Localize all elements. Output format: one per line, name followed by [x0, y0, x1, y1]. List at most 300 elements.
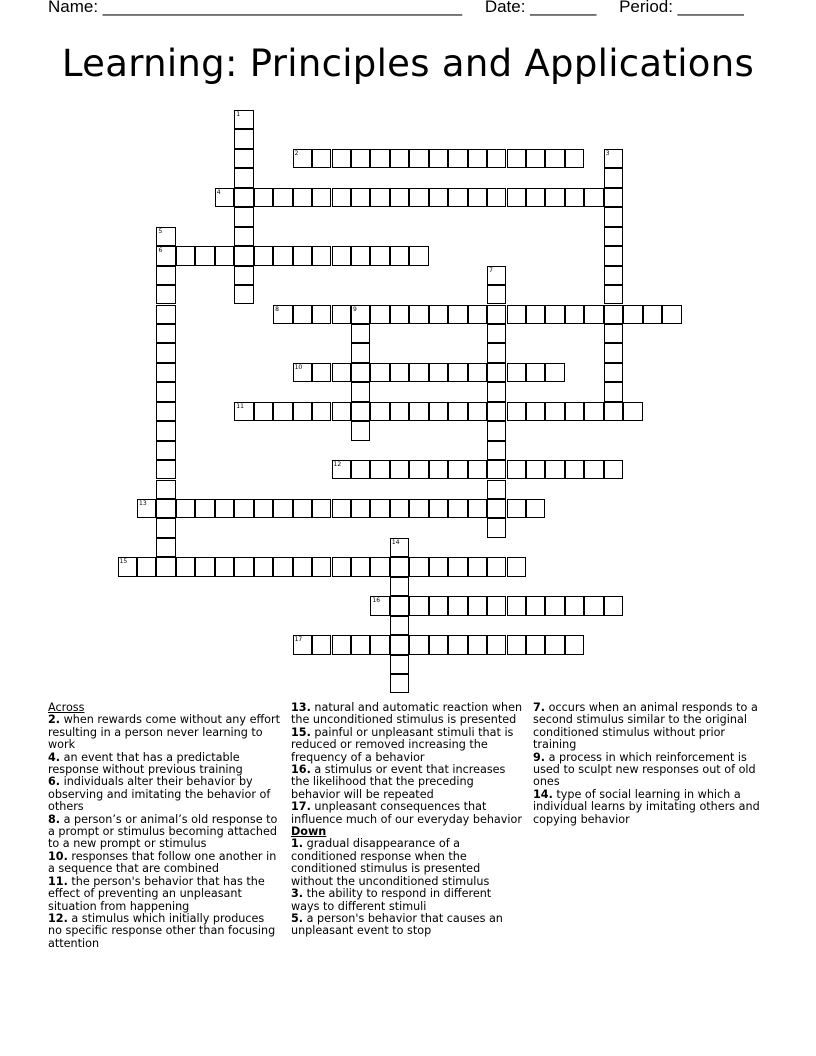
- crossword-cell[interactable]: [526, 188, 545, 207]
- crossword-cell[interactable]: [565, 402, 584, 421]
- crossword-cell[interactable]: [429, 305, 448, 324]
- crossword-cell[interactable]: [604, 285, 623, 304]
- across-clue: [48, 776, 280, 813]
- crossword-cell[interactable]: [604, 149, 623, 168]
- crossword-cell[interactable]: [234, 168, 253, 187]
- clue-number: 5: [158, 227, 163, 235]
- crossword-cell[interactable]: [623, 402, 642, 421]
- crossword-cell[interactable]: [390, 460, 409, 479]
- clue-text: a stimulus or event that increases the likelihood that the preceding behavior will be repeated: [291, 763, 506, 801]
- crossword-cell[interactable]: [234, 285, 253, 304]
- crossword-cell[interactable]: [351, 635, 370, 654]
- clue-number-label: 8.: [48, 812, 61, 826]
- crossword-cell[interactable]: [565, 305, 584, 324]
- crossword-cell[interactable]: [273, 499, 292, 518]
- clue-number: 10: [294, 363, 303, 371]
- across-clue: [48, 876, 280, 913]
- crossword-cell[interactable]: [468, 557, 487, 576]
- clue-number: 1: [236, 111, 241, 118]
- crossword-cell[interactable]: [448, 557, 467, 576]
- clue-text: individuals alter their behavior by observing and imitating the behavior of others: [48, 775, 271, 814]
- crossword-cell[interactable]: [312, 188, 331, 207]
- crossword-cell[interactable]: [604, 227, 623, 246]
- crossword-cell[interactable]: [507, 363, 526, 382]
- crossword-cell[interactable]: [390, 188, 409, 207]
- crossword-cell[interactable]: [156, 285, 175, 304]
- crossword-cell[interactable]: [468, 402, 487, 421]
- crossword-cell[interactable]: [312, 402, 331, 421]
- crossword-cell[interactable]: [370, 596, 389, 615]
- crossword-cell[interactable]: [409, 363, 428, 382]
- crossword-cell[interactable]: [487, 557, 506, 576]
- crossword-cell[interactable]: [526, 596, 545, 615]
- crossword-cell[interactable]: [526, 363, 545, 382]
- crossword-cell[interactable]: [604, 596, 623, 615]
- clue-number-label: 15.: [291, 725, 311, 739]
- crossword-cell[interactable]: [390, 149, 409, 168]
- crossword-cell[interactable]: [234, 402, 253, 421]
- crossword-cell[interactable]: [448, 188, 467, 207]
- crossword-cell[interactable]: [409, 557, 428, 576]
- crossword-cell[interactable]: [604, 168, 623, 187]
- crossword-cell[interactable]: [370, 635, 389, 654]
- crossword-cell[interactable]: [409, 149, 428, 168]
- across-clue: [48, 913, 280, 950]
- crossword-cell[interactable]: [487, 343, 506, 362]
- crossword-cell[interactable]: [409, 596, 428, 615]
- crossword-cell[interactable]: [195, 557, 214, 576]
- crossword-cell[interactable]: [487, 149, 506, 168]
- crossword-cell[interactable]: [215, 188, 234, 207]
- crossword-cell[interactable]: [662, 305, 681, 324]
- crossword-cell[interactable]: [234, 557, 253, 576]
- crossword-cell[interactable]: [312, 557, 331, 576]
- crossword-cell[interactable]: [351, 421, 370, 440]
- crossword-cell[interactable]: [254, 188, 273, 207]
- across-clue: [48, 814, 280, 851]
- crossword-cell[interactable]: [468, 499, 487, 518]
- crossword-cell[interactable]: [409, 635, 428, 654]
- crossword-cell[interactable]: [254, 246, 273, 265]
- crossword-cell[interactable]: [156, 518, 175, 537]
- across-clue: [48, 714, 280, 751]
- crossword-cell[interactable]: [448, 635, 467, 654]
- crossword-cell[interactable]: [234, 246, 253, 265]
- crossword-cell[interactable]: [604, 207, 623, 226]
- crossword-cell[interactable]: [156, 246, 175, 265]
- crossword-cell[interactable]: [409, 499, 428, 518]
- crossword-cell[interactable]: [429, 363, 448, 382]
- crossword-cell[interactable]: [312, 149, 331, 168]
- crossword-cell[interactable]: [487, 480, 506, 499]
- clue-text: painful or unpleasant stimuli that is reduced or removed increasing the frequency of a behavior: [291, 725, 514, 764]
- crossword-cell[interactable]: [293, 499, 312, 518]
- crossword-cell[interactable]: [273, 402, 292, 421]
- crossword-cell[interactable]: [351, 246, 370, 265]
- clue-number: 11: [236, 402, 244, 410]
- crossword-cell[interactable]: [156, 305, 175, 324]
- crossword-cell[interactable]: [312, 635, 331, 654]
- across-clue: [291, 727, 523, 764]
- crossword-cell[interactable]: [332, 402, 351, 421]
- crossword-cell[interactable]: [156, 343, 175, 362]
- crossword-cell[interactable]: [584, 460, 603, 479]
- crossword-cell[interactable]: [487, 402, 506, 421]
- crossword-cell[interactable]: [156, 324, 175, 343]
- crossword-cell[interactable]: [448, 596, 467, 615]
- crossword-cell[interactable]: [507, 460, 526, 479]
- crossword-cell[interactable]: [468, 305, 487, 324]
- crossword-cell[interactable]: [234, 207, 253, 226]
- crossword-cell[interactable]: [526, 635, 545, 654]
- clue-number-label: 7.: [533, 701, 546, 714]
- crossword-cell[interactable]: [487, 518, 506, 537]
- crossword-cell[interactable]: [254, 557, 273, 576]
- clue-number: 6: [158, 247, 163, 255]
- crossword-cell[interactable]: [351, 343, 370, 362]
- clue-number: 13: [139, 500, 147, 507]
- crossword-cell[interactable]: [254, 499, 273, 518]
- crossword-cell[interactable]: [390, 499, 409, 518]
- crossword-cell[interactable]: [468, 635, 487, 654]
- down-clue: [533, 752, 765, 789]
- crossword-cell[interactable]: [429, 635, 448, 654]
- across-clue: [291, 764, 523, 801]
- clue-number-label: 5.: [291, 911, 304, 925]
- clue-number: 9: [352, 305, 357, 313]
- crossword-cell[interactable]: [332, 635, 351, 654]
- crossword-cell[interactable]: [332, 305, 351, 324]
- down-clue: [291, 838, 523, 888]
- crossword-cell[interactable]: [487, 363, 506, 382]
- crossword-cell[interactable]: [390, 305, 409, 324]
- clue-number-label: 3.: [291, 887, 304, 901]
- crossword-cell[interactable]: [468, 363, 487, 382]
- crossword-cell[interactable]: [604, 246, 623, 265]
- crossword-cell[interactable]: [390, 616, 409, 635]
- crossword-cell[interactable]: [332, 499, 351, 518]
- crossword-cell[interactable]: [370, 188, 389, 207]
- crossword-cell[interactable]: [254, 402, 273, 421]
- clue-number-label: 11.: [48, 874, 68, 888]
- crossword-cell[interactable]: [370, 402, 389, 421]
- clue-number: 15: [119, 558, 128, 566]
- crossword-cell[interactable]: [507, 188, 526, 207]
- crossword-cell[interactable]: [409, 188, 428, 207]
- crossword-cell[interactable]: [545, 596, 564, 615]
- crossword-cell[interactable]: [332, 460, 351, 479]
- down-clue: [291, 888, 523, 913]
- name-field[interactable]: Name: ______________________________________: [48, 0, 463, 16]
- across-clue: [291, 702, 523, 727]
- crossword-cell[interactable]: [487, 421, 506, 440]
- crossword-cell[interactable]: [565, 149, 584, 168]
- crossword-cell[interactable]: [312, 305, 331, 324]
- clue-text: natural and automatic reaction when the unconditioned stimulus is presented: [291, 701, 523, 727]
- crossword-cell[interactable]: [545, 363, 564, 382]
- crossword-cell[interactable]: [156, 227, 175, 246]
- crossword-cell[interactable]: [584, 402, 603, 421]
- crossword-cell[interactable]: [293, 635, 312, 654]
- crossword-cell[interactable]: [351, 499, 370, 518]
- crossword-cell[interactable]: [604, 402, 623, 421]
- crossword-cell[interactable]: [312, 499, 331, 518]
- crossword-cell[interactable]: [234, 227, 253, 246]
- crossword-cell[interactable]: [390, 655, 409, 674]
- crossword-cell[interactable]: [526, 460, 545, 479]
- crossword-cell[interactable]: [487, 305, 506, 324]
- crossword-cell[interactable]: [643, 305, 662, 324]
- crossword-cell[interactable]: [526, 305, 545, 324]
- crossword-cell[interactable]: [429, 596, 448, 615]
- crossword-cell[interactable]: [545, 460, 564, 479]
- crossword-cell[interactable]: [156, 441, 175, 460]
- crossword-cell[interactable]: [604, 266, 623, 285]
- crossword-cell[interactable]: [487, 460, 506, 479]
- crossword-cell[interactable]: [176, 499, 195, 518]
- crossword-cell[interactable]: [487, 596, 506, 615]
- crossword-cell[interactable]: [526, 402, 545, 421]
- crossword-cell[interactable]: [351, 363, 370, 382]
- crossword-cell[interactable]: [215, 557, 234, 576]
- crossword-cell[interactable]: [429, 499, 448, 518]
- crossword-cell[interactable]: [351, 402, 370, 421]
- crossword-cell[interactable]: [487, 324, 506, 343]
- crossword-cell[interactable]: [507, 305, 526, 324]
- crossword-cell[interactable]: [545, 149, 564, 168]
- crossword-cell[interactable]: [429, 149, 448, 168]
- crossword-cell[interactable]: [312, 363, 331, 382]
- crossword-cell[interactable]: [409, 402, 428, 421]
- clue-number: 14: [391, 538, 400, 546]
- clue-text: responses that follow one another in a sequence that are combined: [48, 849, 277, 876]
- crossword-cell[interactable]: [565, 188, 584, 207]
- crossword-cell[interactable]: [370, 499, 389, 518]
- crossword-cell[interactable]: [565, 635, 584, 654]
- clue-column-2: [291, 702, 523, 938]
- clue-text: the person's behavior that has the effect of preventing an unpleasant situation from happening: [48, 874, 265, 913]
- crossword-cell[interactable]: [584, 305, 603, 324]
- clue-text: occurs when an animal responds to a second stimulus similar to the original conditioned stimulus without prior training: [533, 701, 758, 752]
- crossword-cell[interactable]: [545, 402, 564, 421]
- clue-text: a stimulus which initially produces no specific response other than focusing attention: [48, 911, 276, 950]
- crossword-cell[interactable]: [351, 305, 370, 324]
- crossword-cell[interactable]: [409, 305, 428, 324]
- clue-text: the ability to respond in different ways to different stimuli: [291, 887, 492, 913]
- crossword-cell[interactable]: [390, 538, 409, 557]
- crossword-cell[interactable]: [487, 635, 506, 654]
- crossword-cell[interactable]: [390, 635, 409, 654]
- crossword-cell[interactable]: [332, 557, 351, 576]
- crossword-cell[interactable]: [604, 188, 623, 207]
- crossword-cell[interactable]: [429, 402, 448, 421]
- clue-number-label: 14.: [533, 787, 553, 801]
- crossword-cell[interactable]: [507, 149, 526, 168]
- crossword-cell[interactable]: [545, 188, 564, 207]
- crossword-cell[interactable]: [604, 343, 623, 362]
- crossword-cell[interactable]: [545, 635, 564, 654]
- crossword-cell[interactable]: [273, 246, 292, 265]
- crossword-cell[interactable]: [448, 499, 467, 518]
- crossword-cell[interactable]: [448, 460, 467, 479]
- crossword-cell[interactable]: [390, 596, 409, 615]
- crossword-cell[interactable]: [370, 246, 389, 265]
- crossword-cell[interactable]: [293, 363, 312, 382]
- crossword-cell[interactable]: [448, 402, 467, 421]
- crossword-cell[interactable]: [370, 557, 389, 576]
- period-field[interactable]: Period: _______: [619, 0, 744, 16]
- crossword-cell[interactable]: [176, 557, 195, 576]
- crossword-cell[interactable]: [604, 305, 623, 324]
- crossword-cell[interactable]: [351, 557, 370, 576]
- crossword-cell[interactable]: [604, 363, 623, 382]
- clue-number: 16: [372, 597, 381, 605]
- crossword-cell[interactable]: [370, 460, 389, 479]
- crossword-cell[interactable]: [468, 596, 487, 615]
- crossword-cell[interactable]: [409, 460, 428, 479]
- clue-number-label: 9.: [533, 750, 546, 764]
- crossword-cell[interactable]: [195, 246, 214, 265]
- clue-number: 2: [294, 149, 299, 157]
- crossword-cell[interactable]: [507, 557, 526, 576]
- crossword-cell[interactable]: [293, 188, 312, 207]
- crossword-cell[interactable]: [273, 305, 292, 324]
- crossword-cell[interactable]: [526, 499, 545, 518]
- crossword-cell[interactable]: [507, 499, 526, 518]
- crossword-cell[interactable]: [390, 674, 409, 693]
- down-clue: [533, 702, 765, 752]
- crossword-cell[interactable]: [390, 577, 409, 596]
- crossword-cell[interactable]: [370, 149, 389, 168]
- crossword-cell[interactable]: [487, 285, 506, 304]
- crossword-cell[interactable]: [156, 421, 175, 440]
- crossword-cell[interactable]: [118, 557, 137, 576]
- clue-text: a process in which reinforcement is used to sculpt new responses out of old ones: [533, 750, 756, 789]
- crossword-cell[interactable]: [487, 441, 506, 460]
- crossword-cell[interactable]: [468, 149, 487, 168]
- crossword-cell[interactable]: [351, 149, 370, 168]
- crossword-cell[interactable]: [507, 596, 526, 615]
- crossword-cell[interactable]: [234, 129, 253, 148]
- crossword-cell[interactable]: [234, 266, 253, 285]
- crossword-cell[interactable]: [351, 188, 370, 207]
- clue-number-label: 4.: [48, 750, 61, 764]
- crossword-cell[interactable]: [604, 382, 623, 401]
- crossword-cell[interactable]: [370, 305, 389, 324]
- crossword-cell[interactable]: [604, 324, 623, 343]
- crossword-cell[interactable]: [487, 499, 506, 518]
- crossword-cell[interactable]: [409, 246, 428, 265]
- crossword-cell[interactable]: [565, 460, 584, 479]
- crossword-cell[interactable]: [332, 149, 351, 168]
- crossword-cell[interactable]: [312, 246, 331, 265]
- crossword-cell[interactable]: [293, 402, 312, 421]
- crossword-cell[interactable]: [604, 460, 623, 479]
- crossword-cell[interactable]: [370, 363, 389, 382]
- crossword-cell[interactable]: [293, 246, 312, 265]
- crossword-cell[interactable]: [468, 188, 487, 207]
- crossword-cell[interactable]: [351, 460, 370, 479]
- date-field[interactable]: Date: _______: [484, 0, 597, 16]
- crossword-cell[interactable]: [487, 188, 506, 207]
- across-clue: [291, 801, 523, 826]
- crossword-cell[interactable]: [156, 266, 175, 285]
- clue-number: 7: [489, 266, 493, 274]
- across-heading: Across: [48, 701, 85, 714]
- crossword-cell[interactable]: [273, 557, 292, 576]
- crossword-cell[interactable]: [390, 557, 409, 576]
- crossword-cell[interactable]: [234, 149, 253, 168]
- crossword-cell[interactable]: [351, 382, 370, 401]
- crossword-cell[interactable]: [273, 188, 292, 207]
- clue-number-label: 10.: [48, 849, 68, 863]
- clue-number-label: 13.: [291, 701, 311, 714]
- crossword-cell[interactable]: [156, 480, 175, 499]
- crossword-cell[interactable]: [156, 402, 175, 421]
- clue-number-label: 6.: [48, 775, 61, 789]
- crossword-cell[interactable]: [332, 188, 351, 207]
- clue-text: gradual disappearance of a conditioned response when the conditioned stimulus is presented without the unconditioned stimulus: [291, 837, 490, 888]
- crossword-cell[interactable]: [390, 402, 409, 421]
- crossword-cell[interactable]: [390, 363, 409, 382]
- across-clue: [48, 752, 280, 777]
- crossword-cell[interactable]: [293, 305, 312, 324]
- crossword-cell[interactable]: [293, 557, 312, 576]
- crossword-cell[interactable]: [507, 635, 526, 654]
- crossword-cell[interactable]: [507, 402, 526, 421]
- crossword-cell[interactable]: [448, 363, 467, 382]
- crossword-cell[interactable]: [156, 499, 175, 518]
- crossword-cell[interactable]: [390, 246, 409, 265]
- crossword-cell[interactable]: [293, 149, 312, 168]
- crossword-cell[interactable]: [234, 110, 253, 129]
- crossword-cell[interactable]: [487, 266, 506, 285]
- crossword-cell[interactable]: [623, 305, 642, 324]
- crossword-cell[interactable]: [468, 460, 487, 479]
- crossword-cell[interactable]: [429, 460, 448, 479]
- crossword-cell[interactable]: [429, 557, 448, 576]
- crossword-cell[interactable]: [448, 149, 467, 168]
- crossword-cell[interactable]: [487, 382, 506, 401]
- crossword-cell[interactable]: [429, 188, 448, 207]
- crossword-cell[interactable]: [351, 324, 370, 343]
- crossword-cell[interactable]: [156, 557, 175, 576]
- crossword-cell[interactable]: [526, 149, 545, 168]
- crossword-cell[interactable]: [137, 499, 156, 518]
- clue-number-label: 16.: [291, 763, 311, 777]
- crossword-cell[interactable]: [215, 499, 234, 518]
- crossword-cell[interactable]: [565, 596, 584, 615]
- clue-number: 17: [294, 636, 303, 644]
- crossword-cell[interactable]: [332, 363, 351, 382]
- down-heading: Down: [291, 825, 327, 839]
- crossword-cell[interactable]: [234, 499, 253, 518]
- crossword-cell[interactable]: [332, 246, 351, 265]
- crossword-cell[interactable]: [156, 538, 175, 557]
- crossword-cell[interactable]: [545, 305, 564, 324]
- crossword-cell[interactable]: [584, 188, 603, 207]
- crossword-cell[interactable]: [448, 305, 467, 324]
- crossword-cell[interactable]: [176, 246, 195, 265]
- crossword-cell[interactable]: [137, 557, 156, 576]
- crossword-cell[interactable]: [215, 246, 234, 265]
- crossword-cell[interactable]: [584, 596, 603, 615]
- crossword-cell[interactable]: [195, 499, 214, 518]
- crossword-cell[interactable]: [234, 188, 253, 207]
- crossword-cell[interactable]: [156, 382, 175, 401]
- crossword-cell[interactable]: [156, 460, 175, 479]
- crossword-cell[interactable]: [156, 363, 175, 382]
